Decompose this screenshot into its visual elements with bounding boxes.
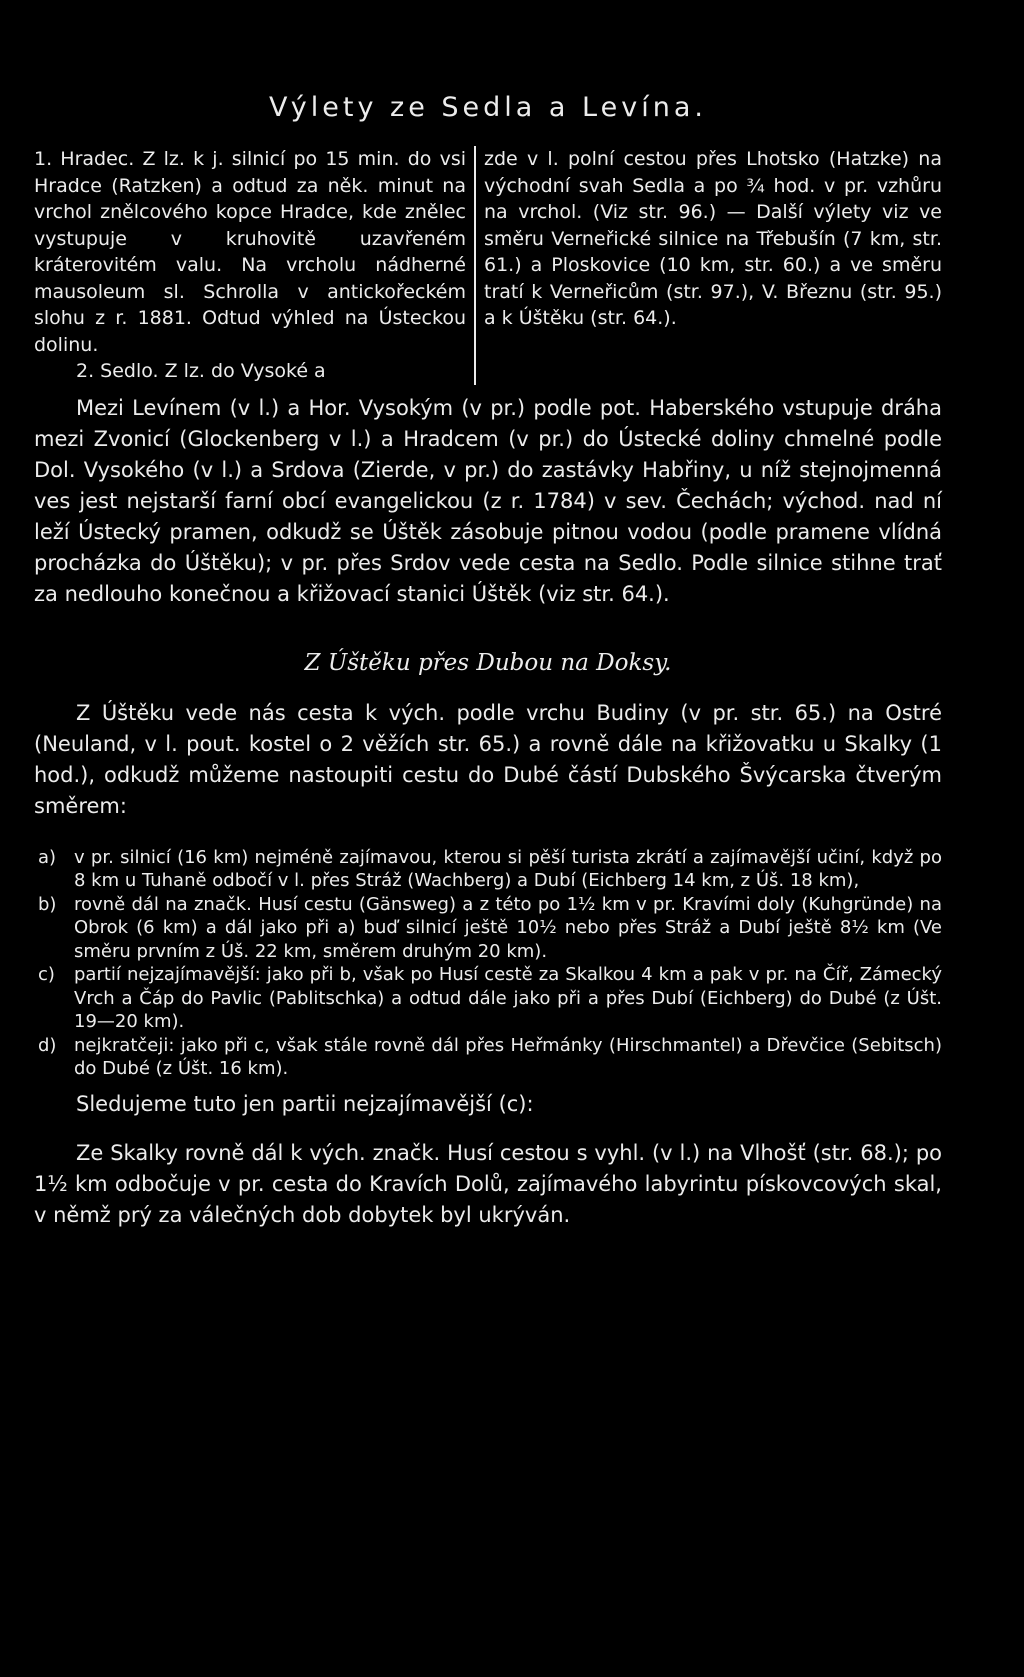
list-item-text: nejkratčeji: jako při c, však stále rovně dál přes Heřmánky (Hirschmantel) a Dřevčice (Sebitsch) do Dubé (z Úšt. 16 km). (74, 1034, 942, 1080)
list-marker: b) (38, 893, 57, 915)
list-marker: c) (38, 964, 55, 986)
follow-line: Sledujeme tuto jen partii nejzajímavější (c): (76, 1091, 534, 1116)
list-item (34, 963, 942, 1034)
list-item-text: rovně dál na značk. Husí cestu (Gänsweg) a z této po 1½ km v pr. Kravími doly (Kuhgründe) na Obrok (6 km) a dál jako při a) buď silnicí ještě 10½ nebo přes Stráž a Dubí ještě 8½ km (Ve směru prvním z Úš. 22 km, směrem druhým 20 km). (74, 893, 942, 962)
right-column-text: zde v l. polní cestou přes Lhotsko (Hatzke) na východní svah Sedla a po ¾ hod. v pr. vzhůru na vrchol. (Viz str. 96.) — Další výlety viz ve směru Verneřické silnice na Třebušín (7 km, str. 61.) a Ploskovice (10 km, str. 60.) a ve směru tratí k Verneřicům (str. 97.), V. Březnu (str. 95.) a k Úštěku (str. 64.). (484, 148, 942, 330)
list-marker: a) (38, 846, 57, 868)
list-item-text: partií nejzajímavější: jako při b, však po Husí cestě za Skalkou 4 km a pak v pr. na Číř, Zámecký Vrch a Čáp do Pavlic (Pablitschka) a odtud dále jako při a přes Dubí (Eichberg) do Dubé (z Úšt. 19—20 km). (74, 964, 942, 1033)
paragraph-ze-skalky: Ze Skalky rovně dál k vých. značk. Husí cestou s vyhl. (v l.) na Vlhošť (str. 68.); po 1½ km odbočuje v pr. cesta do Kravích Dolů, zajímavého labyrintu pískovcových skal, v němž prý za válečných dob dobytek byl ukrýván. (34, 1140, 942, 1227)
two-column-block (34, 146, 942, 385)
list-item (34, 846, 942, 893)
section-title: Z Úštěku přes Dubou na Doksy. (304, 649, 672, 676)
paragraph-z-usteku: Z Úštěku vede nás cesta k vých. podle vrchu Budiny (v pr. str. 65.) na Ostré (Neuland, v l. pout. kostel o 2 věžích str. 65.) a rovně dále na křižovatku u Skalky (1 hod.), odkudž můžeme nastoupiti cestu do Dubé částí Dubského Švýcarska čtverým směrem: (34, 700, 942, 818)
left-column-text-sedlo: 2. Sedlo. Z lz. do Vysoké a (76, 360, 326, 383)
list-item-text: v pr. silnicí (16 km) nejméně zajímavou, kterou si pěší turista zkrátí a zajímavější učiní, když po 8 km u Tuhaně odbočí v l. přes Stráž (Wachberg) a Dubí (Eichberg 14 km, z Úš. 18 km), (74, 846, 942, 892)
paragraph-mezi-levinem: Mezi Levínem (v l.) a Hor. Vysokým (v pr.) podle pot. Haberského vstupuje dráha mezi Zvonicí (Glockenberg v l.) a Hradcem (v pr.) do Ústecké doliny chmelné podle Dol. Vysokého (v l.) a Srdova (Zierde, v pr.) do zastávky Habřiny, u níž stejnojmenná ves jest nejstarší farní obcí evangelickou (z r. 1784) v sev. Čechách; východ. nad ní leží Ústecký pramen, odkudž se Úštěk zásobuje pitnou vodou (podle pramene vlídná procházka do Úštěku); v pr. přes Srdov vede cesta na Sedlo. Podle silnice stihne trať za nedlouho konečnou a křižovací stanici Úštěk (viz str. 64.). (34, 395, 942, 606)
list-marker: d) (38, 1034, 57, 1056)
list-item (34, 1034, 942, 1081)
route-options-list (34, 846, 942, 1081)
page-heading: Výlety ze Sedla a Levína. (269, 92, 707, 123)
left-column-text-hradec: 1. Hradec. Z lz. k j. silnicí po 15 min. do vsi Hradce (Ratzken) a odtud za něk. minut na vrchol znělcového kopce Hradce, kde znělec vystupuje v kruhovitě uzavřeném kráterovitém valu. Na vrcholu nádherné mausoleum sl. Schrolla v antickořeckém slohu z r. 1881. Odtud výhled na Ústeckou dolinu. (34, 148, 466, 356)
book-page (34, 92, 942, 1231)
right-column (476, 146, 942, 385)
left-column (34, 146, 476, 385)
list-item (34, 893, 942, 964)
